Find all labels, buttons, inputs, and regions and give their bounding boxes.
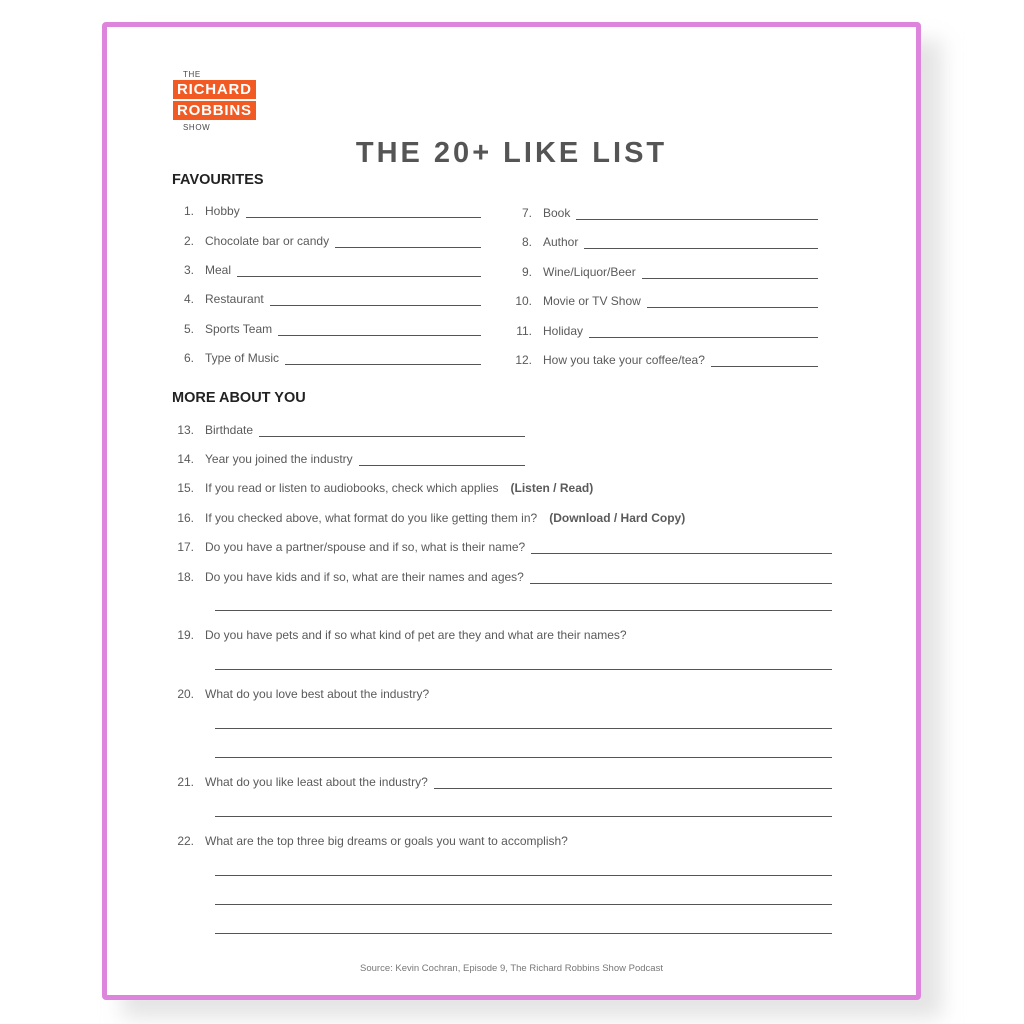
worksheet-page xyxy=(102,22,921,1000)
fav-row-12: 12. How you take your coffee/tea? xyxy=(510,351,818,367)
answer-line[interactable] xyxy=(589,337,818,338)
question-19: 19. Do you have pets and if so what kind of pet are they and what are their names? xyxy=(177,628,627,642)
answer-line[interactable] xyxy=(215,875,832,876)
answer-line[interactable] xyxy=(215,933,832,934)
fav-row-4: 4. Restaurant xyxy=(172,290,481,306)
question-15: 15. If you read or listen to audiobooks, check which applies (Listen / Read) xyxy=(177,481,594,495)
section-more-about-you: MORE ABOUT YOU xyxy=(172,390,306,406)
question-20: 20. What do you love best about the industry? xyxy=(177,687,430,701)
fav-row-5: 5. Sports Team xyxy=(172,320,481,336)
options-format[interactable]: (Download / Hard Copy) xyxy=(549,511,686,525)
logo-show: SHOW xyxy=(183,123,211,132)
fav-row-6: 6. Type of Music xyxy=(172,349,481,365)
question-21: 21. What do you like least about the industry? xyxy=(172,773,832,789)
answer-line[interactable] xyxy=(359,465,525,466)
show-logo xyxy=(173,69,283,133)
fav-row-9: 9. Wine/Liquor/Beer xyxy=(510,263,818,279)
answer-line[interactable] xyxy=(711,366,818,367)
answer-line[interactable] xyxy=(335,247,481,248)
fav-row-7: 7. Book xyxy=(510,204,818,220)
page-title: THE 20+ LIKE LIST xyxy=(355,137,668,169)
answer-line[interactable] xyxy=(531,553,832,554)
question-14: 14. Year you joined the industry xyxy=(172,450,525,466)
fav-row-3: 3. Meal xyxy=(172,261,481,277)
logo-robbins: ROBBINS xyxy=(173,101,256,120)
section-favourites: FAVOURITES xyxy=(172,172,264,188)
answer-line[interactable] xyxy=(576,219,818,220)
logo-the: THE xyxy=(183,70,201,79)
answer-line[interactable] xyxy=(237,276,481,277)
logo-richard: RICHARD xyxy=(173,80,256,99)
question-22: 22. What are the top three big dreams or goals you want to accomplish? xyxy=(177,834,568,848)
answer-line[interactable] xyxy=(215,757,832,758)
options-listen-read[interactable]: (Listen / Read) xyxy=(510,481,594,495)
answer-line[interactable] xyxy=(584,248,818,249)
fav-row-8: 8. Author xyxy=(510,233,818,249)
source-credit: Source: Kevin Cochran, Episode 9, The Richard Robbins Show Podcast xyxy=(360,963,663,974)
question-17: 17. Do you have a partner/spouse and if so, what is their name? xyxy=(172,538,832,554)
answer-line[interactable] xyxy=(215,904,832,905)
question-18: 18. Do you have kids and if so, what are their names and ages? xyxy=(172,568,832,584)
answer-line[interactable] xyxy=(270,305,481,306)
answer-line[interactable] xyxy=(259,436,525,437)
fav-row-11: 11. Holiday xyxy=(510,322,818,338)
question-16: 16. If you checked above, what format do you like getting them in? (Download / Hard Copy) xyxy=(177,511,686,525)
question-13: 13. Birthdate xyxy=(172,421,525,437)
answer-line[interactable] xyxy=(278,335,481,336)
fav-row-10: 10. Movie or TV Show xyxy=(510,292,818,308)
answer-line[interactable] xyxy=(642,278,818,279)
answer-line[interactable] xyxy=(285,364,481,365)
answer-line[interactable] xyxy=(215,669,832,670)
answer-line[interactable] xyxy=(215,728,832,729)
answer-line[interactable] xyxy=(215,610,832,611)
answer-line[interactable] xyxy=(215,816,832,817)
answer-line[interactable] xyxy=(434,788,832,789)
fav-row-1: 1. Hobby xyxy=(172,202,481,218)
answer-line[interactable] xyxy=(530,583,832,584)
answer-line[interactable] xyxy=(647,307,818,308)
fav-row-2: 2. Chocolate bar or candy xyxy=(172,232,481,248)
answer-line[interactable] xyxy=(246,217,481,218)
